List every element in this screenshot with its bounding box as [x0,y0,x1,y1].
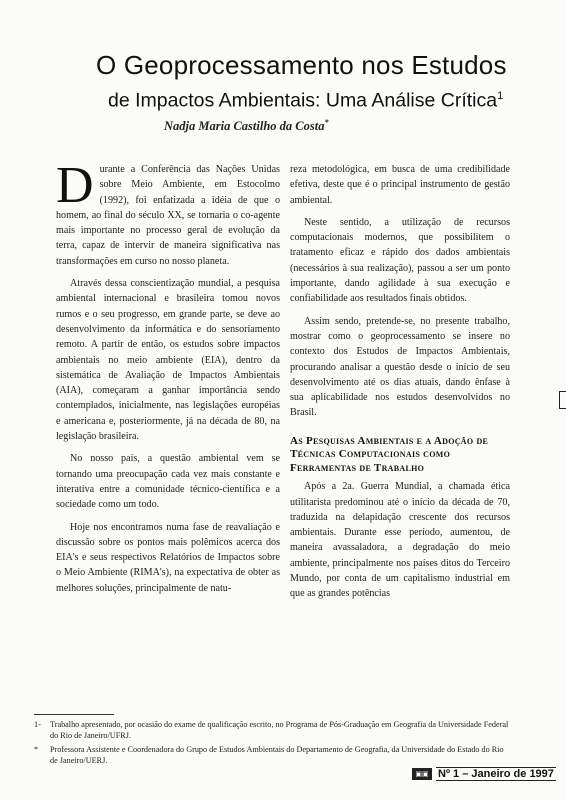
right-paragraph-3: Assim sendo, pretende-se, no presente trabalho, mostrar como o geoprocessamento se insere no contexto dos Estudos de Impactos Ambientais, procurando analisar a questão desde o início de seu desenvolvimento até os dias atuais, dando ênfase à sua aplicabilidade nos estudos desenvolvidos no Brasil. [290,315,510,419]
journal-logo-icon: ▣▣ [412,768,432,780]
title-footnote-mark: 1 [497,90,504,102]
right-paragraph-1: reza metodológica, em busca de uma credibilidade efetiva, deste que é o principal instrumento de gestão ambiental. [290,164,510,206]
left-column [56,157,280,603]
footnote-divider [34,714,114,715]
left-paragraph-1-text: urante a Conferência das Nações Unidas sobre Meio Ambiente, em Estocolmo (1992), foi enfatizada a idéia de que o homem, ao final do século XX, se tornaria o co-agente mais importante no processo geral de evolução da terra, capaz de intervir de maneira significativa nas transformações em curso no nosso planeta. [56,164,280,267]
footnote-text: Professora Assistente e Coordenadora do Grupo de Estudos Ambientais do Departamento de Geografia, da Universidade do Estado do Rio de Janeiro/UERJ. [50,745,504,765]
right-column [290,162,510,609]
left-paragraph-3: No nosso país, a questão ambiental vem se tornando uma preocupação cada vez mais constante e interativa entre a comunidade técnico-científica e a sociedade como um todo. [56,453,280,511]
footnote-mark: * [34,745,39,754]
article-title-line2 [108,84,528,113]
right-paragraph-2: Neste sentido, a utilização de recursos computacionais modernos, que possibilitem o tratamento eficaz e rápido dos dados ambientais (necessários à sua realização), passou a ser um ponto importante, dando agilidade à sua execução e confiabilidade aos resultados finais obtidos. [290,216,510,305]
issue-footer [412,766,560,782]
right-paragraph-4: Após a 2a. Guerra Mundial, a chamada ética utilitarista predominou até o início da década de 70, traduzida na delapidação crescente dos recursos ambientais. Durante esse período, aumentou, de maneira avassaladora, a degradação do meio ambiente, principalmente nos países ditos do Terceiro Mundo, por conta de um capitalismo industrial em que as grandes potências [290,481,510,600]
left-paragraph-2: Através dessa conscientização mundial, a pesquisa ambiental internacional e brasileira tomou novos rumos e o seu progresso, em grande parte, se deve ao desenvolvimento da informática e do sensoriamento remoto. A partir de então, os estudos sobre impactos ambientais no meio ambiente (EIA), dentro da sistemática de Avaliação de Impactos Ambientais (AIA), começaram a ganhar importância sendo contemplados, inicialmente, nas legislações européias e americana e, posteriormente, já na década de 80, na legislação brasileira. [56,278,280,443]
left-paragraph-4: Hoje nos encontramos numa fase de reavaliação e discussão sobre os pontos mais polêmicos acerca dos EIA's e seus respectivos Relatórios de Impactos sobre o Meio Ambiente (RIMA's), na expectativa de obter as melhores soluções, principalmente de natu- [56,521,280,594]
article-title-line1: O Geoprocessamento nos Estudos [96,50,507,80]
author-footnote-mark: * [324,118,329,127]
issue-label: Nº 1 – Janeiro de 1997 [438,768,554,780]
page-edge-tab [559,391,566,409]
footnote-item [34,744,509,766]
footnote-item [34,719,509,741]
drop-cap: D [56,157,94,214]
footnotes [34,719,509,769]
footnote-mark: 1- [34,720,41,729]
section-heading: As Pesquisas Ambientais e a Adoção de Técnicas Computacionais como Ferramentas de Trabalho [290,434,489,474]
author-name [164,118,464,134]
left-paragraph-1 [56,157,280,269]
article-title-line2-text: de Impactos Ambientais: Uma Análise Crítica [108,89,498,112]
footnote-text: Trabalho apresentado, por ocasião do exame de qualificação escrito, no Programa de Pós-Graduação em Geografia da Universidade Federal do Rio de Janeiro/UFRJ. [50,720,509,740]
author-name-text: Nadja Maria Castilho da Costa [164,119,325,134]
